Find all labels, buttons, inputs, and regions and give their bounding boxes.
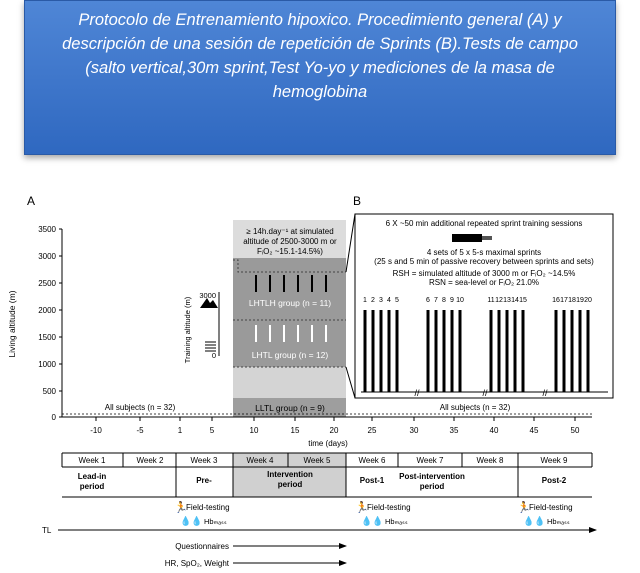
sprint-number: 18 (568, 297, 576, 304)
runner-icon: 🏃 (174, 502, 188, 514)
runner-icon: 🏃 (355, 502, 369, 514)
sprint-bar (555, 310, 558, 392)
train-0-label: 0 (211, 351, 216, 360)
lhtlh-group-label: LHTLH group (n = 11) (248, 298, 332, 308)
svg-text:Field-testing: Field-testing (367, 503, 411, 512)
questionnaires-label: Questionnaires (175, 542, 229, 551)
week-label: Week 7 (416, 456, 444, 465)
week-label: Week 6 (358, 456, 386, 465)
field-testing-post2 (517, 501, 573, 526)
sprint-number: 10 (456, 297, 464, 304)
sprint-number: 6 (426, 297, 430, 304)
y-tick-label: 1000 (38, 360, 56, 369)
sprint-bar (364, 310, 367, 392)
sprint-number: 14 (511, 297, 519, 304)
sprint-bar (380, 310, 383, 392)
week-label: Week 8 (476, 456, 504, 465)
pre-label: Pre- (196, 476, 212, 485)
sprint-bar (514, 310, 517, 392)
sprint-number: 17 (560, 297, 568, 304)
panel-b-label: B (353, 194, 362, 208)
box-line-2: altitude of 2500-3000 m or (243, 237, 337, 246)
x-tick-label: 35 (449, 426, 459, 435)
post-intervention-label-2: period (419, 482, 445, 491)
field-testing-pre (174, 501, 230, 526)
y-tick-label: 3000 (38, 252, 56, 261)
sprint-number: 13 (503, 297, 511, 304)
intervention-label-1: Intervention (267, 470, 313, 479)
y-tick-label: 2500 (38, 279, 56, 288)
break-mark-1: // (414, 388, 420, 398)
week-label: Week 5 (303, 456, 331, 465)
sprint-bar (396, 310, 399, 392)
sprint-number: 5 (395, 297, 399, 304)
sprint-bar (427, 310, 430, 392)
sprint-number: 12 (495, 297, 503, 304)
x-tick-label: 5 (209, 426, 215, 435)
sprint-bar (459, 310, 462, 392)
sprint-bar (563, 310, 566, 392)
week-label: Week 3 (190, 456, 218, 465)
train-3000-label: 3000 (199, 291, 216, 300)
sprint-number: 9 (450, 297, 454, 304)
y-axis-label: Living altitude (m) (7, 290, 17, 358)
banner-title: Protocolo de Entrenamiento hipoxico. Procedimiento general (A) y descripción de una sesión de repetición de Sprints (B).Tests de campo (salto vertical,30m sprint,Test Yo-yo y mediciones de la masa de hemoglobina (62, 11, 578, 101)
svg-text:Field-testing: Field-testing (529, 503, 573, 512)
intervention-label-2: period (277, 480, 303, 489)
sprint-bar (571, 310, 574, 392)
sprint-bar (443, 310, 446, 392)
blood-drop-icon: 💧💧 (523, 516, 546, 526)
sprint-bar (372, 310, 375, 392)
y-tick-label: 500 (42, 387, 56, 396)
lltl-group-label: LLTL group (n = 9) (255, 403, 325, 413)
sea-level-icon (205, 342, 216, 351)
sprint-number: 2 (371, 297, 375, 304)
break-mark-2: // (482, 388, 488, 398)
x-tick-label: -10 (90, 426, 102, 435)
sprint-bar (451, 310, 454, 392)
sprint-number: 11 (487, 297, 495, 304)
y-tick-label: 0 (51, 413, 56, 422)
box-line-1: ≥ 14h.day⁻¹ at simulated (246, 227, 334, 236)
sprint-bar (490, 310, 493, 392)
x-tick-label: 20 (329, 426, 339, 435)
x-tick-label: 10 (249, 426, 259, 435)
week-label: Week 4 (246, 456, 274, 465)
sprint-number: 7 (434, 297, 438, 304)
sprint-bar (579, 310, 582, 392)
panel-b-box (355, 214, 613, 398)
x-tick-label: 30 (409, 426, 419, 435)
box-line-3: FᵢO₂ ~15.1-14.5%) (257, 247, 323, 256)
training-altitude-label: Training altitude (m) (183, 296, 192, 364)
sprint-number: 16 (552, 297, 560, 304)
living-altitude-gap (233, 367, 346, 400)
y-tick-label: 3500 (38, 225, 56, 234)
b-line-5: RSN = sea-level or FᵢO₂ 21.0% (429, 278, 539, 287)
sprint-number: 19 (576, 297, 584, 304)
x-tick-label: 40 (489, 426, 499, 435)
y-tick-label: 2000 (38, 306, 56, 315)
week-label: Week 9 (540, 456, 568, 465)
svg-text:Hbₘₐₛₛ: Hbₘₐₛₛ (204, 517, 227, 526)
all-subjects-left: All subjects (n = 32) (104, 403, 176, 412)
post2-label: Post-2 (541, 476, 567, 485)
x-tick-label: 15 (290, 426, 300, 435)
svg-text:Hbₘₐₛₛ: Hbₘₐₛₛ (547, 517, 570, 526)
sprint-number: 15 (519, 297, 527, 304)
blood-drop-icon: 💧💧 (361, 516, 384, 526)
sprint-bar (498, 310, 501, 392)
x-ticks (90, 417, 580, 435)
x-tick-label: 45 (529, 426, 539, 435)
b-line-4: RSH = simulated altitude of 3000 m or FᵢO₂ ~14.5% (392, 269, 576, 278)
tl-label: TL (42, 526, 52, 535)
sprint-number: 4 (387, 297, 391, 304)
blood-drop-icon: 💧💧 (180, 516, 203, 526)
svg-text:Field-testing: Field-testing (186, 503, 230, 512)
b-line-2: 4 sets of 5 x 5-s maximal sprints (426, 248, 542, 257)
leadin-label-1: Lead-in (77, 472, 107, 481)
x-tick-label: 1 (177, 426, 183, 435)
svg-text:Hbₘₐₛₛ: Hbₘₐₛₛ (385, 517, 408, 526)
break-mark-3: // (542, 388, 548, 398)
field-testing-post1 (355, 501, 411, 526)
x-tick-label: 50 (570, 426, 580, 435)
all-subjects-right: All subjects (n = 32) (439, 403, 511, 412)
sprint-bar (587, 310, 590, 392)
sprint-bar (435, 310, 438, 392)
x-tick-label: -5 (136, 426, 144, 435)
sprint-number: 1 (363, 297, 367, 304)
x-tick-label: 25 (367, 426, 377, 435)
sprint-number: 20 (584, 297, 592, 304)
sprint-number: 3 (379, 297, 383, 304)
y-ticks (38, 225, 62, 422)
b-line-1: 6 X ~50 min additional repeated sprint training sessions (385, 219, 583, 228)
runner-icon: 🏃 (517, 502, 531, 514)
lhtl-group-label: LHTL group (n = 12) (251, 350, 329, 360)
week-label: Week 1 (78, 456, 106, 465)
sprint-bar (522, 310, 525, 392)
post-intervention-label-1: Post-intervention (399, 472, 465, 481)
post1-label: Post-1 (359, 476, 385, 485)
b-line-3: (25 s and 5 min of passive recovery between sprints and sets) (374, 257, 594, 266)
week-label: Week 2 (136, 456, 164, 465)
leadin-label-2: period (79, 482, 105, 491)
week-labels (79, 456, 569, 465)
hr-label: HR, SpO₂, Weight (164, 559, 229, 568)
x-axis-label: time (days) (308, 439, 348, 448)
sprint-bar (506, 310, 509, 392)
panel-a-label: A (27, 194, 36, 208)
y-tick-label: 1500 (38, 333, 56, 342)
sprint-number: 8 (442, 297, 446, 304)
sprint-bar (388, 310, 391, 392)
